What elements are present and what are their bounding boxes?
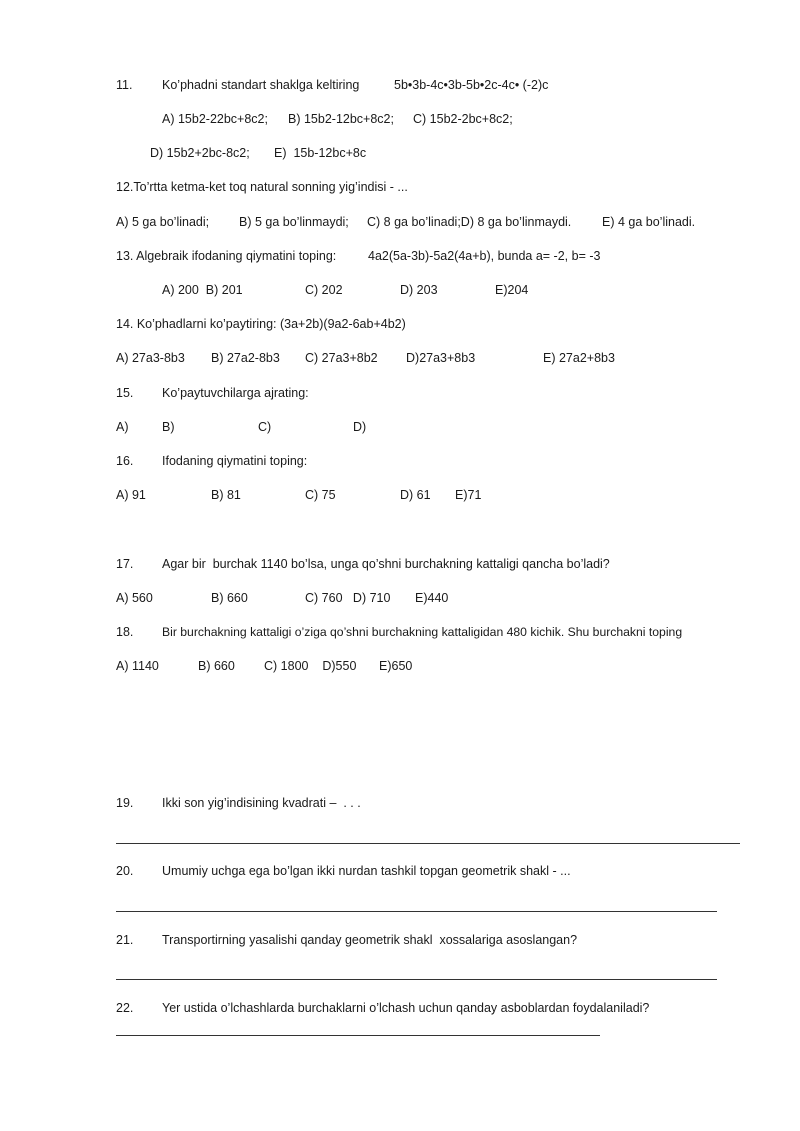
q14-option-d: D)27a3+8b3 — [406, 351, 476, 365]
q11-option-a: A) 15b2-22bc+8c2; — [162, 112, 268, 126]
q22-number: 22. — [116, 1001, 134, 1015]
q19-number: 19. — [116, 796, 134, 810]
q12-option-b: B) 5 ga bo’linmaydi; — [239, 215, 349, 229]
q14-option-e: E) 27a2+8b3 — [543, 351, 615, 365]
q20-number: 20. — [116, 864, 134, 878]
q13-option-c: C) 202 — [305, 283, 343, 297]
q15-option-b: B) — [162, 420, 175, 434]
q11-option-d: D) 15b2+2bc-8c2; — [150, 146, 250, 160]
q18-option-e: E)650 — [379, 659, 413, 673]
q16-option-d: D) 61 — [400, 488, 431, 502]
q18-option-a: A) 1140 — [116, 659, 159, 673]
q18-text: Bir burchakning kattaligi o’ziga qo’shni burchakning kattaligidan 480 kichik. Shu burchakni toping — [162, 625, 683, 639]
q15-text: Ko’paytuvchilarga ajrating: — [162, 386, 309, 400]
q16-option-c: C) 75 — [305, 488, 336, 502]
q12-option-e: E) 4 ga bo’linadi. — [602, 215, 696, 229]
q14-option-b: B) 27a2-8b3 — [211, 351, 280, 365]
q15-number: 15. — [116, 386, 134, 400]
q11-option-c: C) 15b2-2bc+8c2; — [413, 112, 513, 126]
q11-option-b: B) 15b2-12bc+8c2; — [288, 112, 394, 126]
q12-option-cd: C) 8 ga bo’linadi;D) 8 ga bo’linmaydi. — [367, 215, 572, 229]
q18-number: 18. — [116, 625, 134, 639]
q22-answer-line[interactable] — [116, 1035, 600, 1036]
q22-text: Yer ustida o’lchashlarda burchaklarni o’lchash uchun qanday asboblardan foydalaniladi? — [162, 1001, 650, 1015]
q11-number: 11. — [116, 78, 133, 92]
q11-expression: 5b•3b-4c•3b-5b•2c-4c• (-2)c — [394, 78, 549, 92]
q19-answer-line[interactable] — [116, 843, 740, 844]
q19-text: Ikki son yig’indisining kvadrati – . . . — [162, 796, 361, 810]
q21-answer-line[interactable] — [116, 979, 717, 980]
q17-option-e: E)440 — [415, 591, 449, 605]
q13-option-d: D) 203 — [400, 283, 438, 297]
q12-text: 12.To’rtta ketma-ket toq natural sonning yig’indisi - ... — [116, 180, 408, 194]
q16-number: 16. — [116, 454, 134, 468]
q14-text: 14. Ko’phadlarni ko’paytiring: (3a+2b)(9a2-6ab+4b2) — [116, 317, 406, 331]
q18-option-cd: C) 1800 D)550 — [264, 659, 357, 673]
q21-text: Transportirning yasalishi qanday geometrik shakl xossalariga asoslangan? — [162, 933, 578, 947]
q14-option-a: A) 27a3-8b3 — [116, 351, 185, 365]
q13-option-ab: A) 200 B) 201 — [162, 283, 243, 297]
q12-option-a: A) 5 ga bo’linadi; — [116, 215, 210, 229]
q20-text: Umumiy uchga ega bo’lgan ikki nurdan tashkil topgan geometrik shakl - ... — [162, 864, 571, 878]
q15-option-a: A) — [116, 420, 129, 434]
q14-option-c: C) 27a3+8b2 — [305, 351, 378, 365]
q18-option-b: B) 660 — [198, 659, 235, 673]
q13-text: 13. Algebraik ifodaning qiymatini toping: — [116, 249, 337, 263]
q20-answer-line[interactable] — [116, 911, 717, 912]
q21-number: 21. — [116, 933, 134, 947]
q11-option-e: E) 15b-12bc+8c — [274, 146, 367, 160]
q17-option-b: B) 660 — [211, 591, 248, 605]
q15-option-d: D) — [353, 420, 367, 434]
q16-option-a: A) 91 — [116, 488, 146, 502]
q16-option-b: B) 81 — [211, 488, 241, 502]
q17-text: Agar bir burchak 1140 bo’lsa, unga qo’shni burchakning kattaligi qancha bo’ladi? — [162, 557, 610, 571]
q15-option-c: C) — [258, 420, 272, 434]
q17-option-cd: C) 760 D) 710 — [305, 591, 391, 605]
q13-expression: 4a2(5a-3b)-5a2(4a+b), bunda a= -2, b= -3 — [368, 249, 601, 263]
q16-option-e: E)71 — [455, 488, 482, 502]
q16-text: Ifodaning qiymatini toping: — [162, 454, 308, 468]
q13-option-e: E)204 — [495, 283, 529, 297]
q11-text: Ko’phadni standart shaklga keltiring — [162, 78, 360, 92]
q17-option-a: A) 560 — [116, 591, 153, 605]
q17-number: 17. — [116, 557, 134, 571]
